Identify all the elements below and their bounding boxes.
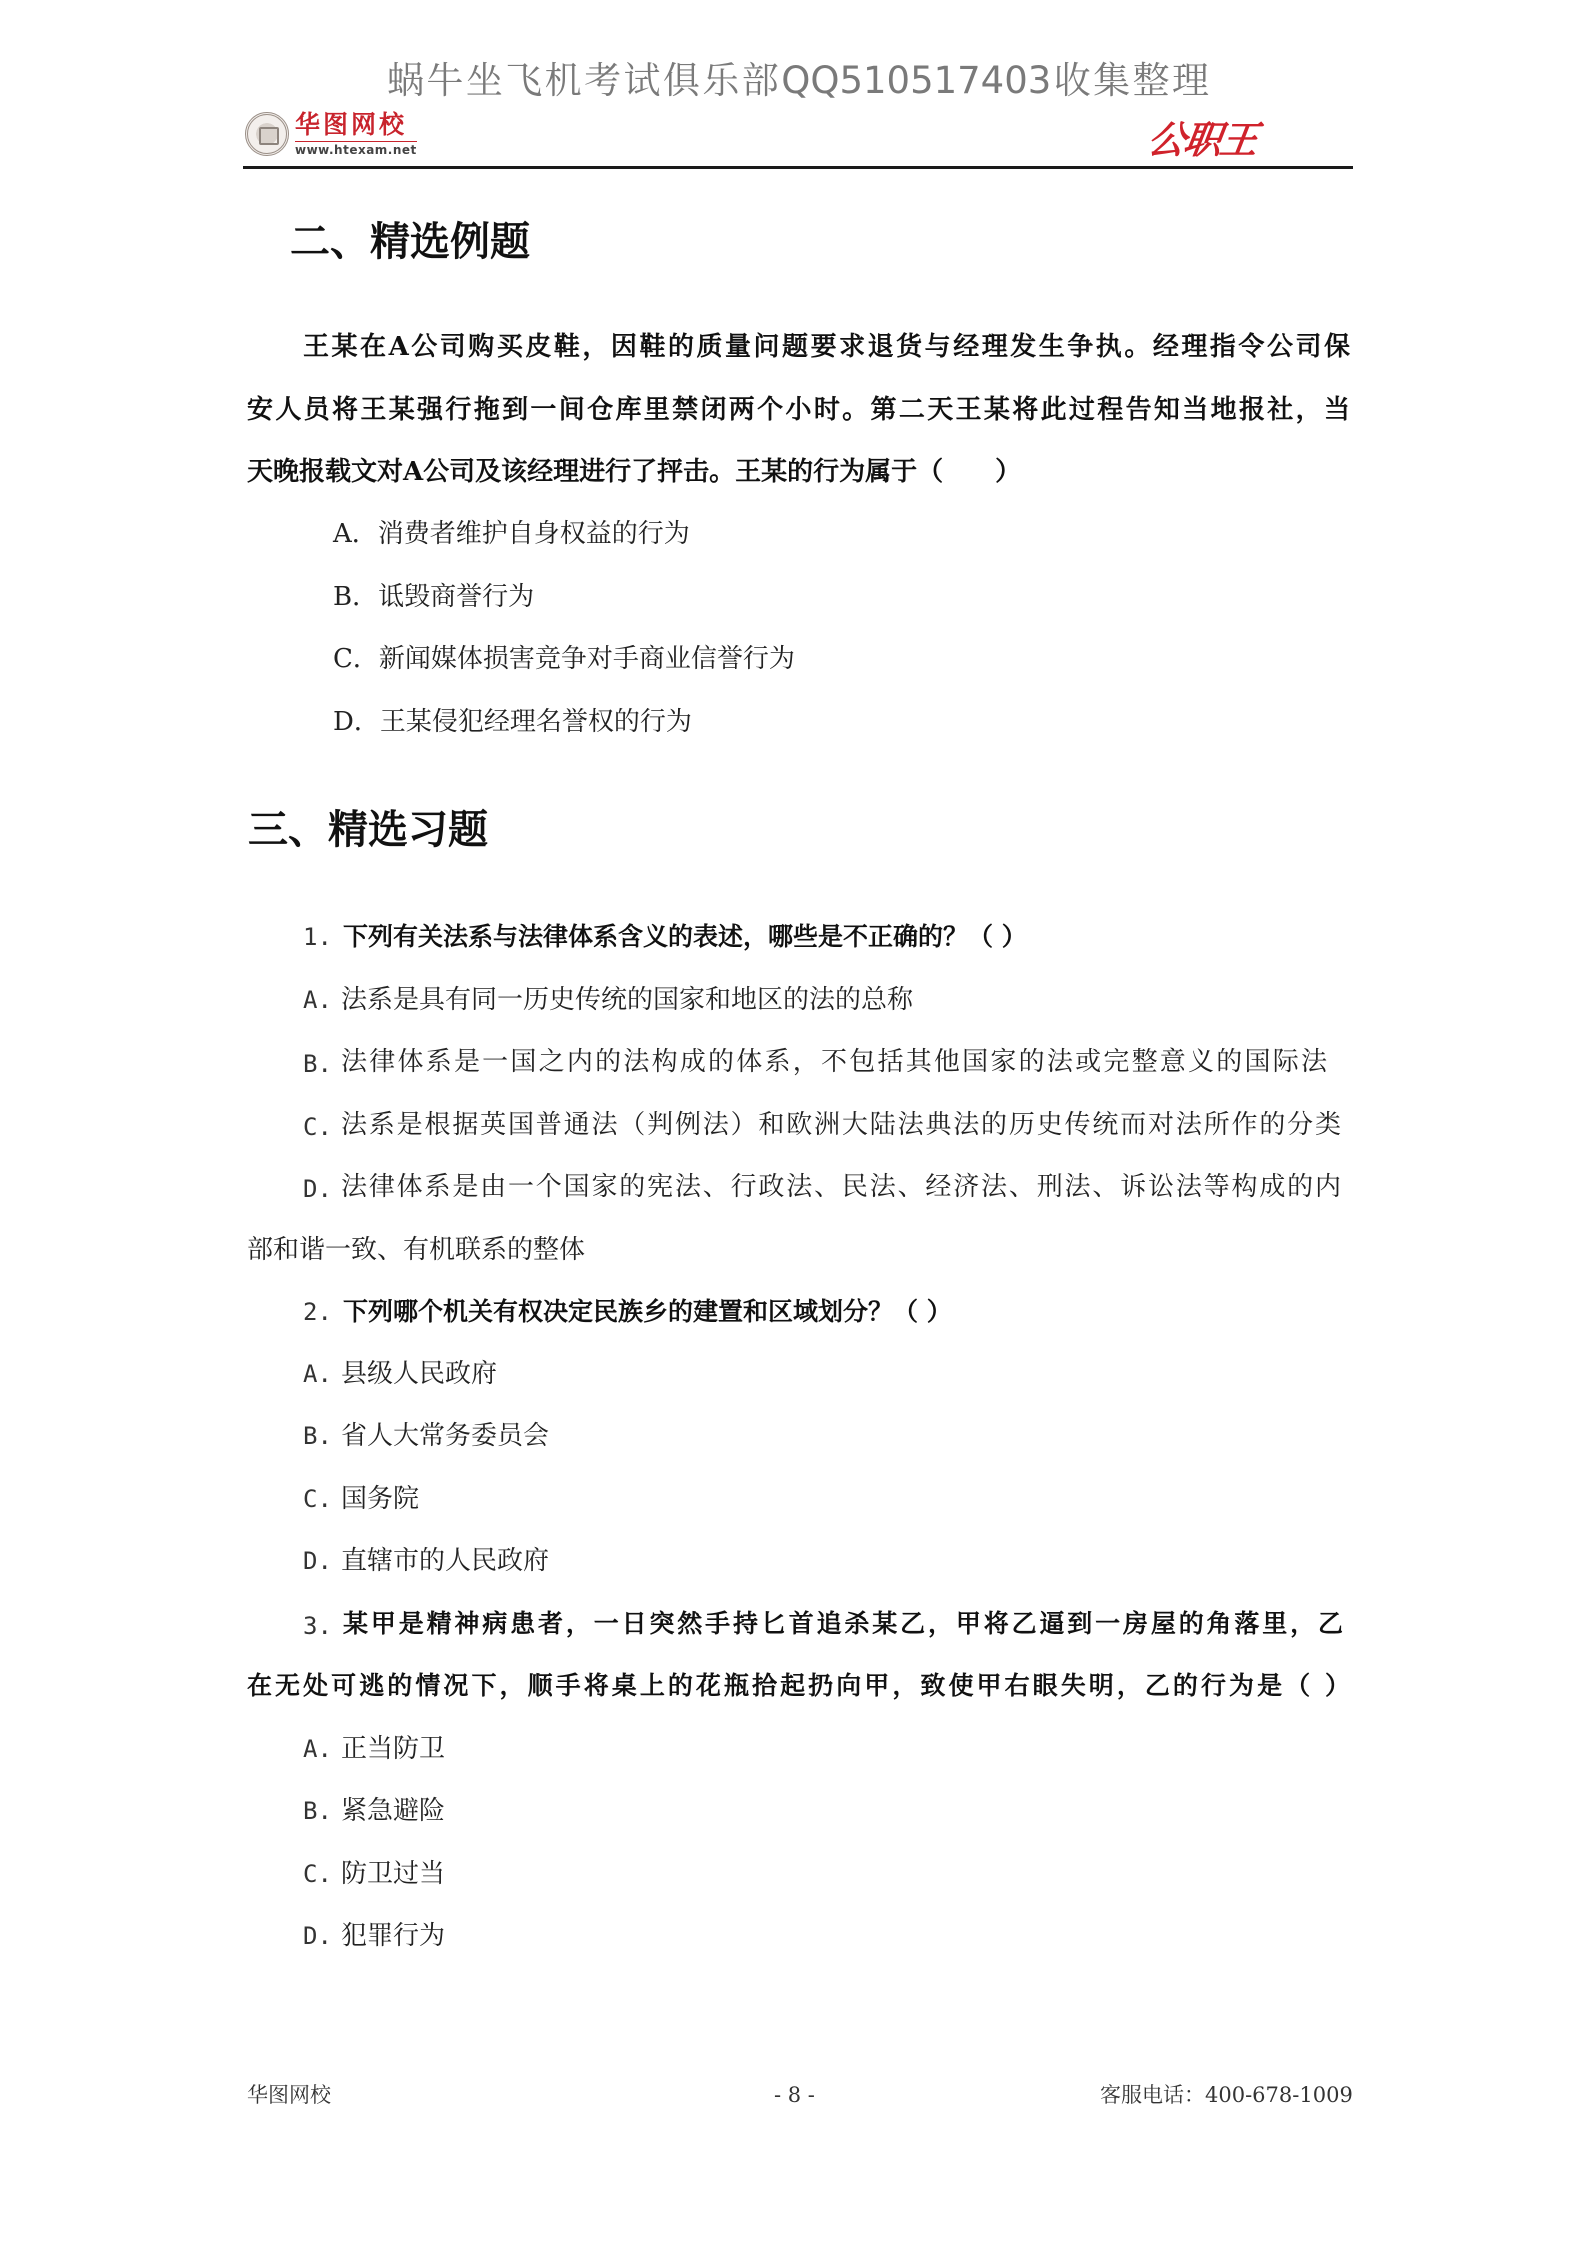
section-title-exercises: 三、精选习题 xyxy=(248,807,488,853)
option-letter: C. xyxy=(303,1860,332,1888)
q3-option-b xyxy=(303,1795,445,1827)
option-letter: B． xyxy=(333,582,379,612)
option-letter: B. xyxy=(303,1050,332,1078)
example-option-d xyxy=(333,706,692,738)
option-letter: A. xyxy=(303,1360,332,1388)
q3-option-a xyxy=(303,1733,445,1765)
q2-option-c xyxy=(303,1483,419,1515)
example-question-line: 安人员将王某强行拖到一间仓库里禁闭两个小时。第二天王某将此过程告知当地报社，当 xyxy=(247,395,1350,425)
q3-option-d xyxy=(303,1920,445,1952)
q1-option-a xyxy=(303,984,913,1016)
question-number: 3. xyxy=(303,1612,332,1640)
example-question-line: 王某在A公司购买皮鞋，因鞋的质量问题要求退货与经理发生争执。经理指令公司保 xyxy=(303,332,1350,362)
htexam-logo xyxy=(245,110,415,162)
example-option-b xyxy=(333,581,534,613)
question-text: 下列哪个机关有权决定民族乡的建置和区域划分？（ ） xyxy=(343,1297,952,1326)
option-letter: D. xyxy=(303,1922,332,1950)
example-question-line: 天晚报载文对A公司及该经理进行了抨击。王某的行为属于（ ） xyxy=(247,457,1022,487)
q1-option-d-continuation: 部和谐一致、有机联系的整体 xyxy=(247,1235,586,1265)
q3-option-c xyxy=(303,1858,445,1890)
question-2 xyxy=(303,1296,952,1328)
option-text: 紧急避险 xyxy=(341,1796,446,1826)
example-option-a xyxy=(333,518,690,550)
option-letter: D． xyxy=(333,707,380,737)
page-number: - 8 - xyxy=(774,2083,815,2107)
q1-option-b xyxy=(303,1046,1327,1078)
question-3-continuation: 在无处可逃的情况下，顺手将桌上的花瓶拾起扔向甲，致使甲右眼失明，乙的行为是（ ） xyxy=(247,1671,1350,1700)
option-letter: B. xyxy=(303,1422,332,1450)
option-text: 新闻媒体损害竞争对手商业信誉行为 xyxy=(378,644,795,674)
question-1 xyxy=(303,921,1027,953)
q2-option-d xyxy=(303,1545,549,1577)
seal-icon xyxy=(245,112,289,156)
option-text: 法系是具有同一历史传统的国家和地区的法的总称 xyxy=(341,985,914,1015)
option-text: 正当防卫 xyxy=(341,1734,446,1764)
option-letter: A． xyxy=(333,519,378,549)
gongzhiwang-logo: 公职王 xyxy=(1144,118,1260,162)
option-text: 犯罪行为 xyxy=(341,1921,446,1951)
question-3 xyxy=(303,1608,1343,1640)
q2-option-a xyxy=(303,1358,497,1390)
option-text: 诋毁商誉行为 xyxy=(378,582,535,612)
header-divider xyxy=(243,166,1353,169)
option-letter: D. xyxy=(303,1175,332,1203)
option-text: 县级人民政府 xyxy=(341,1359,498,1389)
logo-left-name: 华图网校 xyxy=(295,110,408,139)
watermark-banner: 蜗牛坐飞机考试俱乐部QQ510517403收集整理 xyxy=(387,59,1209,102)
footer-hotline: 客服电话：400-678-1009 xyxy=(1100,2083,1353,2107)
option-text: 消费者维护自身权益的行为 xyxy=(377,519,690,549)
question-number: 1. xyxy=(303,923,332,951)
q1-option-c xyxy=(303,1109,1341,1141)
q1-option-d xyxy=(303,1171,1341,1203)
option-letter: C． xyxy=(333,644,379,674)
option-text: 法系是根据英国普通法（判例法）和欧洲大陆法典法的历史传统而对法所作的分类 xyxy=(341,1110,1341,1140)
question-text: 下列有关法系与法律体系含义的表述，哪些是不正确的？（ ） xyxy=(343,922,1027,951)
option-text: 防卫过当 xyxy=(341,1859,446,1889)
footer-brand: 华图网校 xyxy=(247,2083,331,2107)
option-text: 王某侵犯经理名誉权的行为 xyxy=(379,707,692,737)
option-text: 国务院 xyxy=(341,1484,420,1514)
logo-left-url: www.htexam.net xyxy=(295,143,417,157)
option-text: 直辖市的人民政府 xyxy=(341,1546,550,1576)
question-number: 2. xyxy=(303,1298,332,1326)
option-letter: C. xyxy=(303,1113,332,1141)
question-text: 某甲是精神病患者，一日突然手持匕首追杀某乙，甲将乙逼到一房屋的角落里，乙 xyxy=(343,1609,1343,1638)
option-letter: A. xyxy=(303,1735,332,1763)
option-text: 法律体系是一国之内的法构成的体系，不包括其他国家的法或完整意义的国际法 xyxy=(341,1047,1327,1077)
option-letter: D. xyxy=(303,1547,332,1575)
section-title-example: 二、精选例题 xyxy=(290,219,530,265)
example-option-c xyxy=(333,643,795,675)
option-text: 法律体系是由一个国家的宪法、行政法、民法、经济法、刑法、诉讼法等构成的内 xyxy=(341,1172,1341,1202)
option-text: 省人大常务委员会 xyxy=(341,1421,550,1451)
option-letter: C. xyxy=(303,1485,332,1513)
q2-option-b xyxy=(303,1420,549,1452)
option-letter: B. xyxy=(303,1797,332,1825)
option-letter: A. xyxy=(303,986,332,1014)
